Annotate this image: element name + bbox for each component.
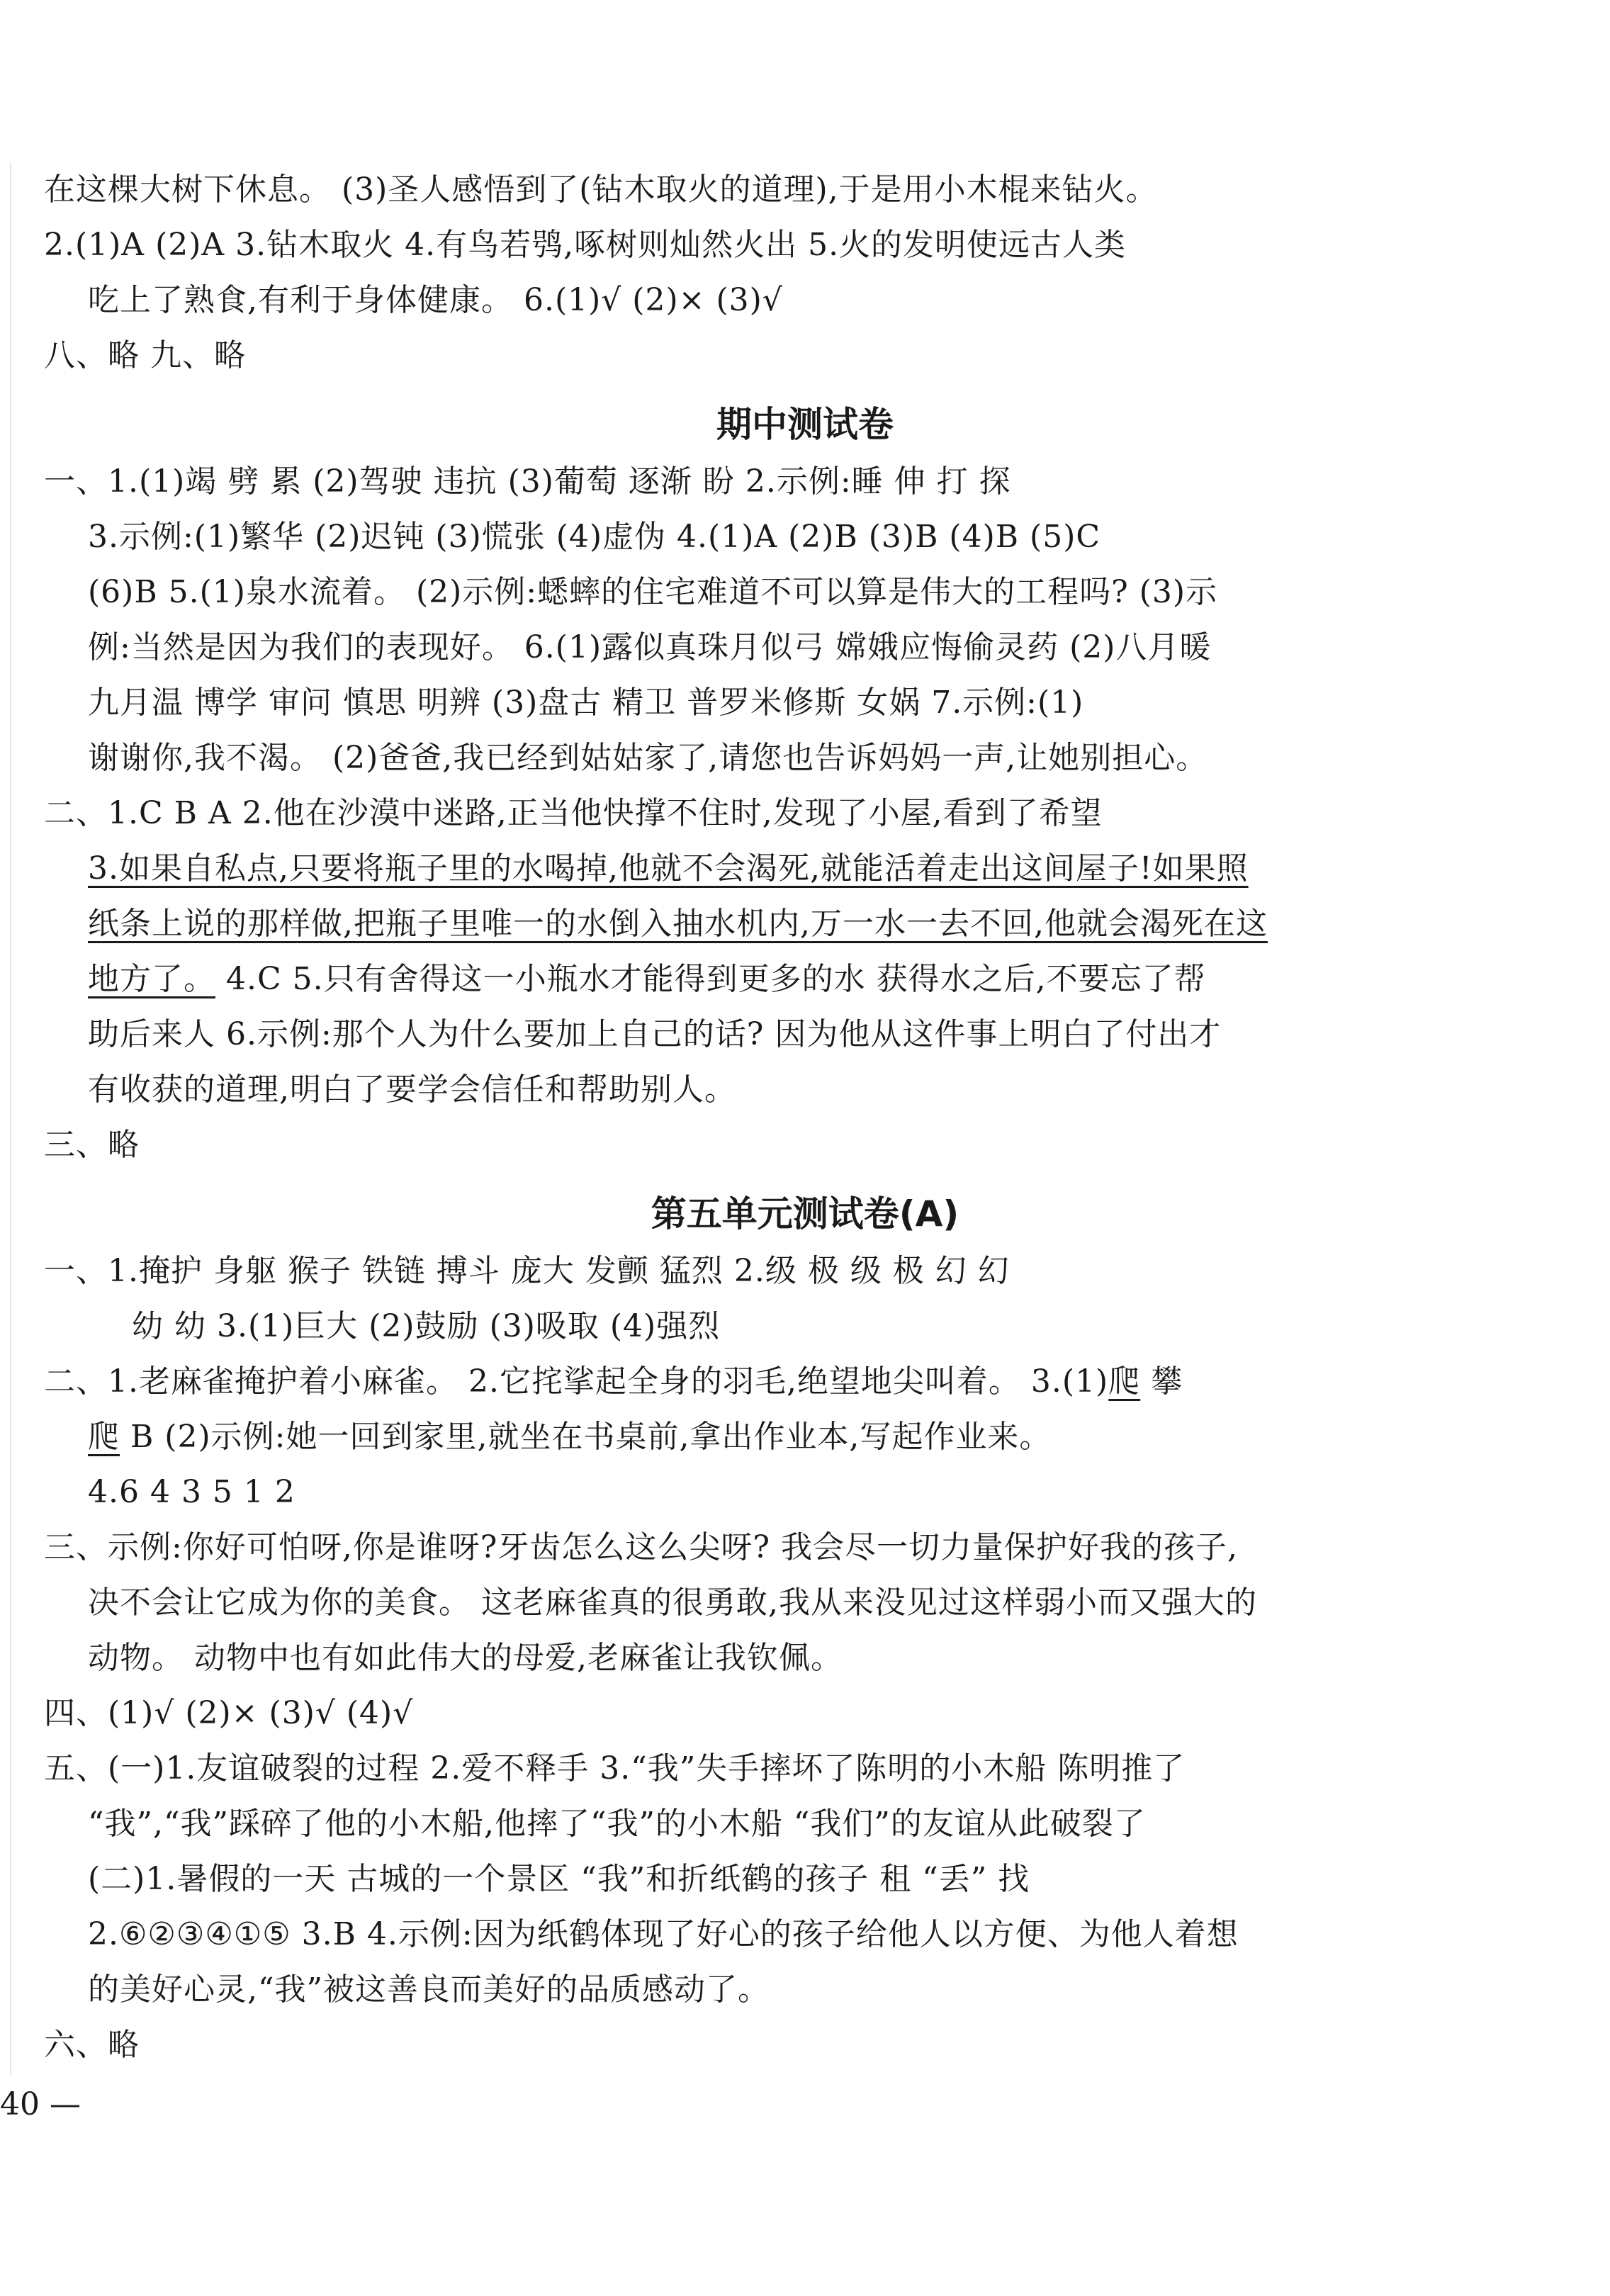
underlined-fragment: 爬 <box>1108 1363 1141 1400</box>
text-line: 二、1.C B A 2.他在沙漠中迷路,正当他快撑不住时,发现了小屋,看到了希望 <box>44 795 1103 831</box>
text-line: 四、(1)√ (2)× (3)√ (4)√ <box>44 1695 414 1731</box>
text-line: 决不会让它成为你的美食。 这老麻雀真的很勇敢,我从来没见过这样弱小而又强大的 <box>88 1585 1257 1621</box>
text-line: 4.6 4 3 5 1 2 <box>88 1474 295 1510</box>
text-line: 八、略 九、略 <box>44 337 246 373</box>
text-line: 2.(1)A (2)A 3.钻木取火 4.有鸟若鸮,啄树则灿然火出 5.火的发明使远古人类 <box>44 227 1127 263</box>
section-heading-midterm: 期中测试卷 <box>716 404 894 445</box>
text-line: 2.⑥②③④①⑤ 3.B 4.示例:因为纸鹤体现了好心的孩子给他人以方便、为他人着想 <box>88 1916 1239 1952</box>
text-fragment: B (2)示例:她一回到家里,就坐在书桌前,拿出作业本,写起作业来。 <box>120 1419 1052 1455</box>
page-number: 40 — <box>0 2086 81 2122</box>
text-fragment: 攀 <box>1140 1363 1183 1400</box>
text-line: 五、(一)1.友谊破裂的过程 2.爱不释手 3.“我”失手摔坏了陈明的小木船 陈明推了 <box>44 1750 1186 1786</box>
text-line: 六、略 <box>44 2027 140 2063</box>
text-line: 的美好心灵,“我”被这善良而美好的品质感动了。 <box>88 1971 770 2008</box>
text-line <box>88 1416 1051 1458</box>
underlined-line: 纸条上说的那样做,把瓶子里唯一的水倒入抽水机内,万一水一去不回,他就会渴死在这 <box>88 906 1268 942</box>
text-line: 一、1.掩护 身躯 猴子 铁链 搏斗 庞大 发颤 猛烈 2.级 极 级 极 幻 幻 <box>44 1253 1010 1289</box>
text-line: 例:当然是因为我们的表现好。 6.(1)露似真珠月似弓 嫦娥应悔偷灵药 (2)八月暖 <box>88 629 1212 665</box>
underlined-fragment: 爬 <box>88 1419 120 1455</box>
text-line: 动物。 动物中也有如此伟大的母爱,老麻雀让我钦佩。 <box>88 1640 843 1676</box>
text-line <box>44 1361 1183 1403</box>
text-line: 谢谢你,我不渴。 (2)爸爸,我已经到姑姑家了,请您也告诉妈妈一声,让她别担心。 <box>88 740 1208 776</box>
text-line: 九月温 博学 审问 慎思 明辨 (3)盘古 精卫 普罗米修斯 女娲 7.示例:(1) <box>88 685 1084 721</box>
text-line: (二)1.暑假的一天 古城的一个景区 “我”和折纸鹤的孩子 租 “丢” 找 <box>88 1861 1030 1897</box>
text-line: 有收获的道理,明白了要学会信任和帮助别人。 <box>88 1071 736 1108</box>
text-fragment: 二、1.老麻雀掩护着小麻雀。 2.它挓挲起全身的羽毛,绝望地尖叫着。 3.(1) <box>44 1363 1109 1400</box>
text-line: 三、略 <box>44 1127 140 1163</box>
underlined-fragment: 地方了。 <box>88 961 215 997</box>
text-fragment: 4.C 5.只有舍得这一小瓶水才能得到更多的水 获得水之后,不要忘了帮 <box>215 961 1206 997</box>
text-line: 3.示例:(1)繁华 (2)迟钝 (3)慌张 (4)虚伪 4.(1)A (2)B (3)B (4)B (5)C <box>88 519 1101 555</box>
text-line: 吃上了熟食,有利于身体健康。 6.(1)√ (2)× (3)√ <box>88 282 783 318</box>
section-heading-unit5: 第五单元测试卷(A) <box>651 1193 959 1234</box>
text-line: 三、示例:你好可怕呀,你是谁呀?牙齿怎么这么尖呀? 我会尽一切力量保护好我的孩子, <box>44 1529 1238 1565</box>
text-line: 在这棵大树下休息。 (3)圣人感悟到了(钻木取火的道理),于是用小木棍来钻火。 <box>44 171 1158 208</box>
text-line: “我”,“我”踩碎了他的小木船,他摔了“我”的小木船 “我们”的友谊从此破裂了 <box>88 1806 1146 1842</box>
margin-line <box>10 163 11 2076</box>
text-line <box>88 958 1206 1001</box>
text-line: 幼 幼 3.(1)巨大 (2)鼓励 (3)吸取 (4)强烈 <box>132 1308 721 1344</box>
text-line: 助后来人 6.示例:那个人为什么要加上自己的话? 因为他从这件事上明白了付出才 <box>88 1016 1222 1052</box>
text-line: (6)B 5.(1)泉水流着。 (2)示例:蟋蟀的住宅难道不可以算是伟大的工程吗? (3)示 <box>88 574 1217 610</box>
text-line: 一、1.(1)竭 劈 累 (2)驾驶 违抗 (3)葡萄 逐渐 盼 2.示例:睡 伸 打 探 <box>44 463 1011 500</box>
underlined-line: 3.如果自私点,只要将瓶子里的水喝掉,他就不会渴死,就能活着走出这间屋子!如果照 <box>88 850 1249 887</box>
